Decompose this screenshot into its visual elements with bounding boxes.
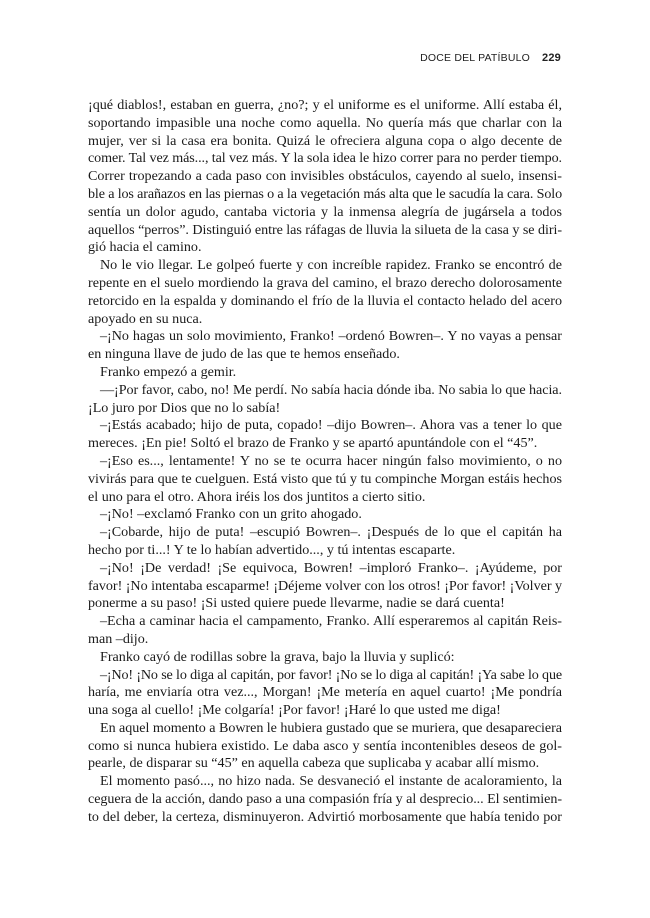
text-line: vivirás para que te cuelguen. Está visto que tú y tu compinche Morgan estáis hechos [88,470,562,487]
text-line: mujer, ver si la casa era bonita. Quizá le ofreciera alguna copa o algo decente de [88,132,562,149]
text-line: ¡qué diablos!, estaban en guerra, ¿no?; y el uniforme es el uniforme. Allí estaba él, [88,97,562,113]
text-line: –¡No! –exclamó Franko con un grito ahogado. [100,506,362,523]
text-line: como si nunca hubiera existido. Le daba asco y sentía incontenibles deseos de gol- [88,737,562,754]
running-title: DOCE DEL PATÍBULO [420,52,531,64]
text-line: Correr tropezando a cada paso con invisibles obstáculos, cayendo al suelo, insensi- [88,168,562,185]
text-line: mereces. ¡En pie! Soltó el brazo de Franko y se apartó apuntándole con el “45”. [88,435,538,452]
text-line: ¡Lo juro por Dios que no lo sabía! [88,399,281,416]
text-line: retorcido en la espalda y dominando el frío de la lluvia el contacto helado del acero [88,292,562,309]
text-line: —¡Por favor, cabo, no! Me perdí. No sabía hacia dónde iba. No sabia lo que hacia. [100,381,562,398]
body-text [88,97,562,827]
text-line: Franko empezó a gemir. [100,363,237,380]
page-number: 229 [542,52,561,64]
text-line: apoyado en su nuca. [88,310,203,327]
text-line: –¡No! ¡De verdad! ¡Se equivoca, Bowren! –imploró Franko–. ¡Ayúdeme, por [100,559,562,576]
text-line: comer. Tal vez más..., tal vez más. Y la sola idea le hizo correr para no perder tiempo. [88,150,562,167]
text-line: repente en el suelo mordiendo la grava del camino, el brazo derecho dolorosamente [88,274,562,291]
text-line: soportando impasible una noche como aquella. No quería más que charlar con la [88,114,562,131]
text-line: el uno para el otro. Ahora iréis los dos juntitos a cierto sitio. [88,488,426,505]
text-line: haría, me enviaría otra vez..., Morgan! ¡Me metería en aquel cuarto! ¡Me pondría [88,684,562,701]
text-line: favor! ¡No intentaba escaparme! ¡Déjeme volver con los otros! ¡Por favor! ¡Volver y [88,577,562,594]
text-line: una soga al cuello! ¡Me colgaría! ¡Por favor! ¡Haré lo que usted me diga! [88,702,501,719]
text-line: en ninguna llave de judo de las que te hemos enseñado. [88,346,400,363]
text-line: to del deber, la certeza, disminuyeron. Advirtió morbosamente que había tenido por [88,808,562,825]
running-header [420,52,561,64]
text-line: –¡No hagas un solo movimiento, Franko! –ordenó Bowren–. Y no vayas a pensar [100,328,562,345]
text-line: –¡Cobarde, hijo de puta! –escupió Bowren–. ¡Después de lo que el capitán ha [100,524,562,541]
text-line: El momento pasó..., no hizo nada. Se desvaneció el instante de acaloramiento, la [100,773,562,790]
text-line: sentía un dolor agudo, cantaba victoria y la inmensa alegría de jugársela a todos [88,203,562,220]
text-line: man –dijo. [88,630,149,647]
text-line: –¡Eso es..., lentamente! Y no se te ocurra hacer ningún falso movimiento, o no [100,452,562,469]
text-line: ble a los arañazos en las piernas o a la vegetación más alta que le sacudía la cara. Solo [88,185,562,202]
text-line: Franko cayó de rodillas sobre la grava, bajo la lluvia y suplicó: [100,648,455,665]
text-line: –¡No! ¡No se lo diga al capitán, por favor! ¡No se lo diga al capitán! ¡Ya sabe lo que [100,666,562,683]
text-line: No le vio llegar. Le golpeó fuerte y con increíble rapidez. Franko se encontró de [100,257,562,274]
text-line: aquellos “perros”. Distinguió entre las ráfagas de lluvia la silueta de la casa y se diri- [88,221,562,238]
text-line: ceguera de la acción, dando paso a una compasión fría y al desprecio... El sentimien- [88,791,562,808]
text-line: gió hacia el camino. [88,239,202,256]
text-line: En aquel momento a Bowren le hubiera gustado que se muriera, que desapareciera [100,719,562,736]
text-line: ponerme a su paso! ¡Si usted quiere puede llevarme, nadie se dará cuenta! [88,595,505,612]
text-line: –¡Estás acabado; hijo de puta, copado! –dijo Bowren–. Ahora vas a tener lo que [100,417,562,434]
text-line: hecho por ti...! Y te lo habían advertido..., y tú intentas escaparte. [88,541,456,558]
text-line: pearle, de disparar su “45” en aquella cabeza que suplicaba y acabar allí mismo. [88,755,540,772]
text-line: –Echa a caminar hacia el campamento, Franko. Allí esperaremos al capitán Reis- [100,613,562,630]
